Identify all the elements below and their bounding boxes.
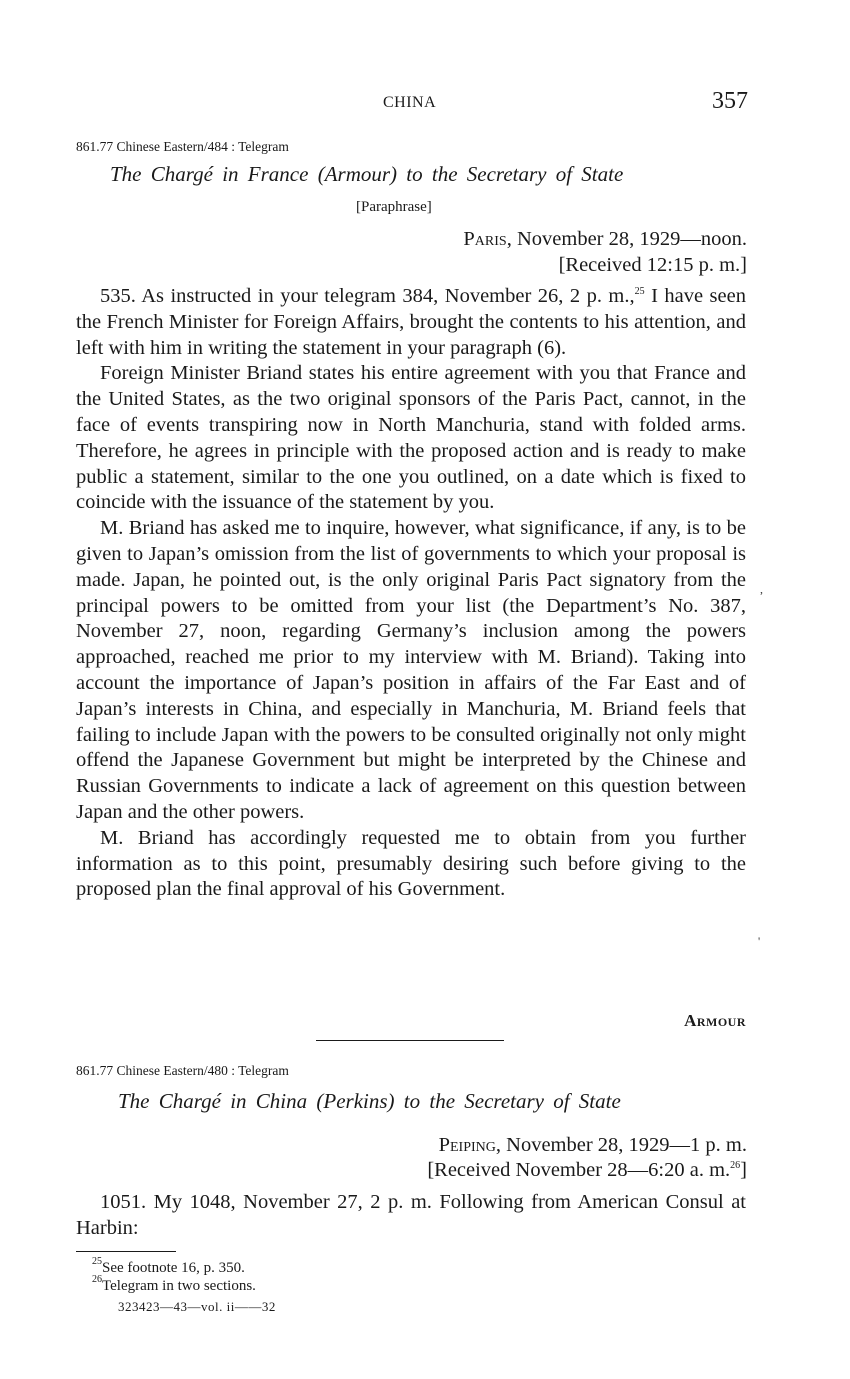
paragraph: Foreign Minister Briand states his entire agreement with you that France and the United States, as the two original sponsors of the Paris Pact, cannot, in the face of events transpiring now in North Manchuria, stand with folded arms. Therefore, he agrees in principle with the proposed action and is ready to make public a statement, similar to the one you outlined, on a date which is fixed to coincide with the issuance of the statement by you.	[76, 362, 746, 514]
signature-1: Armour	[684, 1011, 746, 1030]
file-reference-2: 861.77 Chinese Eastern/480 : Telegram	[76, 1063, 289, 1078]
paragraph: M. Briand has asked me to inquire, however, what significance, if any, is to be given to Japan’s omission from the list of governments to which your proposal is made. Japan, he pointed out, is the only original Paris Pact signatory from the principal powers to be omitted from your list (the Department’s No. 387, November 27, noon, regarding Germany’s inclusion among the powers approached, reached me prior to my interview with M. Briand). Taking into account the importance of Japan’s position in affairs of the Far East and of Japan’s interests in China, and especially in Manchuria, M. Briand feels that failing to include Japan with the powers to be consulted originally not only might offend the Japanese Government but might be interpreted by the Chinese and Russian Governments to indicate a lack of agreement on this question between Japan and the other powers.	[76, 517, 746, 823]
telegram-body-2	[76, 1190, 746, 1242]
received-line-1: [Received 12:15 p. m.]	[558, 254, 747, 276]
footnote-25: $^{25}$See footnote 16, p. 350.	[92, 1256, 245, 1276]
dateline-date: November 28, 1929—noon.	[511, 228, 747, 250]
dateline-place: Paris,	[463, 228, 512, 250]
document-title-1	[110, 162, 623, 187]
running-header: CHINA	[383, 94, 437, 111]
section-divider	[316, 1040, 504, 1041]
title-person: Perkins	[323, 1089, 388, 1113]
page-number: 357	[712, 88, 748, 114]
title-prefix: The Chargé in France (	[110, 162, 325, 186]
printer-line: 323423—43—vol. ii——32	[118, 1299, 276, 1314]
telegram-body-1	[76, 284, 746, 903]
footnote-26: $^{26}$Telegram in two sections.	[92, 1274, 256, 1294]
document-title-2	[118, 1089, 621, 1114]
footnote-ref: 26	[730, 1160, 741, 1171]
paragraph: M. Briand has accordingly requested me to obtain from you further information as to this point, presumably desiring such before giving to the proposed plan the final approval of his Government.	[76, 826, 746, 901]
file-reference-1: 861.77 Chinese Eastern/484 : Telegram	[76, 139, 289, 154]
dateline-2	[439, 1134, 747, 1157]
paraphrase-note: [Paraphrase]	[356, 199, 432, 215]
margin-mark: ,	[760, 582, 763, 596]
title-suffix: ) to the Secretary of State	[387, 1089, 621, 1113]
footnote-rule	[76, 1251, 176, 1252]
margin-mark: '	[758, 934, 761, 948]
dateline-1	[463, 228, 747, 251]
title-prefix: The Chargé in China (	[118, 1089, 324, 1113]
received-line-2: [Received November 28—6:20 a. m.$^{26}$]	[427, 1159, 747, 1181]
footnote-ref: 25	[634, 286, 645, 297]
title-person: Armour	[324, 162, 391, 186]
dateline-place: Peiping,	[438, 1134, 502, 1156]
paragraph: 535. As instructed in your telegram 384, November 26, 2 p. m.,$^{25}$ I have seen the French Minister for Foreign Affairs, brought the contents to his attention, and left with him in writing the statement in your paragraph (6).	[76, 285, 746, 359]
dateline-date: November 28, 1929—1 p. m.	[501, 1134, 747, 1156]
paragraph: 1051. My 1048, November 27, 2 p. m. Following from American Consul at Harbin:	[76, 1191, 746, 1239]
title-suffix: ) to the Secretary of State	[390, 162, 624, 186]
